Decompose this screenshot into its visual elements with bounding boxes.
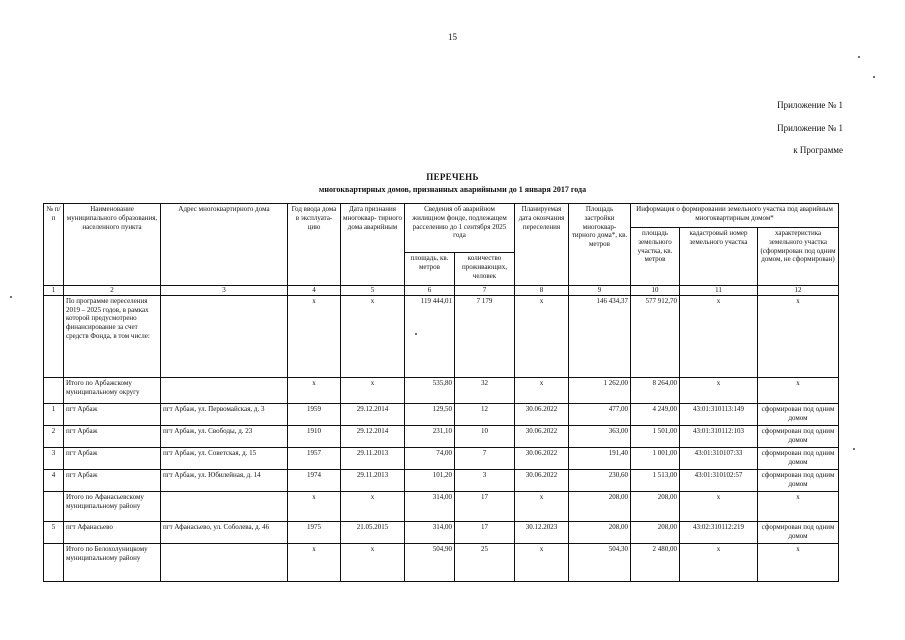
column-number: 11 [680, 286, 758, 296]
address-cell [161, 543, 288, 581]
municipality-cell: пгт Афанасьево [64, 521, 161, 543]
date-emergency-cell: 21.05.2015 [341, 521, 405, 543]
planned-end-cell: 30.06.2022 [515, 469, 569, 491]
header-land-area: площадь земельного участка, кв. метров [631, 228, 680, 286]
municipality-cell: Итого по Афанасьевскому муниципальному району [64, 491, 161, 521]
residents-cell: 7 179 [455, 295, 515, 377]
land-characteristic-cell: x [758, 543, 839, 581]
land-area-cell: 1 501,00 [631, 425, 680, 447]
area-cell: 314,00 [405, 521, 455, 543]
header-num: № п/п [44, 204, 64, 286]
header-year-built: Год ввода дома в эксплуата- цию [288, 204, 341, 286]
table-row [44, 521, 839, 543]
address-cell: пгт Арбаж, ул. Юбилейная, д. 14 [161, 469, 288, 491]
land-characteristic-cell: x [758, 377, 839, 403]
header-housing-info: Сведения об аварийном жилищном фонде, подлежащем расселению до 1 сентября 2025 года [405, 204, 515, 253]
year-built-cell: x [288, 295, 341, 377]
document-title: ПЕРЕЧЕНЬ [426, 172, 479, 182]
column-number: 7 [455, 286, 515, 296]
table-row [44, 469, 839, 491]
table-row [44, 447, 839, 469]
column-number: 6 [405, 286, 455, 296]
residents-cell: 25 [455, 543, 515, 581]
area-cell: 74,00 [405, 447, 455, 469]
land-area-cell: 577 912,70 [631, 295, 680, 377]
land-area-cell: 8 264,00 [631, 377, 680, 403]
year-built-cell: x [288, 491, 341, 521]
date-emergency-cell: x [341, 491, 405, 521]
planned-end-cell: x [515, 377, 569, 403]
planned-end-cell: 30.12.2023 [515, 521, 569, 543]
area-cell: 231,10 [405, 425, 455, 447]
table-row [44, 295, 839, 377]
residents-cell: 32 [455, 377, 515, 403]
land-characteristic-cell: сформирован под одним домом [758, 425, 839, 447]
residents-cell: 12 [455, 403, 515, 425]
date-emergency-cell: 29.11.2013 [341, 469, 405, 491]
land-area-cell: 208,00 [631, 491, 680, 521]
land-characteristic-cell: сформирован под одним домом [758, 447, 839, 469]
building-area-cell: 191,40 [569, 447, 631, 469]
row-number-cell: 1 [44, 403, 64, 425]
land-area-cell: 208,00 [631, 521, 680, 543]
table-row [44, 491, 839, 521]
row-number-cell: 2 [44, 425, 64, 447]
year-built-cell: x [288, 377, 341, 403]
address-cell [161, 491, 288, 521]
column-number: 3 [161, 286, 288, 296]
column-number-row [44, 286, 839, 296]
column-number: 5 [341, 286, 405, 296]
building-area-cell: 504,30 [569, 543, 631, 581]
address-cell [161, 295, 288, 377]
planned-end-cell: 30.06.2022 [515, 447, 569, 469]
header-land-characteristic: характеристика земельного участка (сформирован под одним домом, не сформирован) [758, 228, 839, 286]
header-municipality: Наименование муниципального образования, населенного пункта [64, 204, 161, 286]
scan-speck [10, 296, 12, 298]
address-cell: пгт Афанасьево, ул. Соболева, д. 46 [161, 521, 288, 543]
address-cell: пгт Арбаж, ул. Советская, д. 15 [161, 447, 288, 469]
table-row [44, 543, 839, 581]
date-emergency-cell: x [341, 295, 405, 377]
cadastral-cell: x [680, 295, 758, 377]
scan-speck [858, 56, 860, 58]
header-address: Адрес многоквартирного дома [161, 204, 288, 286]
appendix-program-label: к Программе [793, 145, 843, 155]
residents-cell: 3 [455, 469, 515, 491]
municipality-cell: пгт Арбаж [64, 425, 161, 447]
area-cell: 119 444,01 [405, 295, 455, 377]
document-title-block [0, 172, 905, 194]
land-characteristic-cell: сформирован под одним домом [758, 521, 839, 543]
building-area-cell: 1 262,00 [569, 377, 631, 403]
date-emergency-cell: x [341, 377, 405, 403]
area-cell: 129,50 [405, 403, 455, 425]
cadastral-cell: x [680, 491, 758, 521]
table-row [44, 425, 839, 447]
building-area-cell: 208,00 [569, 521, 631, 543]
land-characteristic-cell: x [758, 295, 839, 377]
header-area: площадь, кв. метров [405, 253, 455, 286]
area-cell: 504,90 [405, 543, 455, 581]
column-number: 4 [288, 286, 341, 296]
year-built-cell: 1910 [288, 425, 341, 447]
header-cadastral: кадастровый номер земельного участка [680, 228, 758, 286]
land-characteristic-cell: сформирован под одним домом [758, 403, 839, 425]
header-building-area: Площадь застройки многоквар- тирного дома*, кв. метров [569, 204, 631, 286]
year-built-cell: 1974 [288, 469, 341, 491]
table-row [44, 403, 839, 425]
cadastral-cell: 43:01:310112:103 [680, 425, 758, 447]
address-cell [161, 377, 288, 403]
appendix-label-1: Приложение № 1 [777, 100, 843, 110]
column-number: 12 [758, 286, 839, 296]
land-characteristic-cell: сформирован под одним домом [758, 469, 839, 491]
row-number-cell: 4 [44, 469, 64, 491]
area-cell: 101,20 [405, 469, 455, 491]
municipality-cell: пгт Арбаж [64, 447, 161, 469]
building-area-cell: 363,00 [569, 425, 631, 447]
date-emergency-cell: 29.12.2014 [341, 425, 405, 447]
page-number: 15 [448, 32, 457, 42]
building-area-cell: 230,60 [569, 469, 631, 491]
table-row [44, 377, 839, 403]
column-number: 10 [631, 286, 680, 296]
land-characteristic-cell: x [758, 491, 839, 521]
planned-end-cell: x [515, 491, 569, 521]
planned-end-cell: x [515, 543, 569, 581]
scan-speck [853, 448, 855, 450]
scan-speck [873, 76, 875, 78]
building-area-cell: 146 434,37 [569, 295, 631, 377]
year-built-cell: 1959 [288, 403, 341, 425]
row-number-cell [44, 543, 64, 581]
appendix-label-2: Приложение № 1 [777, 123, 843, 133]
header-planned-end: Планируемая дата окончания переселения [515, 204, 569, 286]
scan-speck [415, 333, 417, 335]
year-built-cell: x [288, 543, 341, 581]
planned-end-cell: 30.06.2022 [515, 425, 569, 447]
area-cell: 535,80 [405, 377, 455, 403]
address-cell: пгт Арбаж, ул. Свободы, д. 23 [161, 425, 288, 447]
date-emergency-cell: 29.12.2014 [341, 403, 405, 425]
municipality-cell: Итого по Белохолуницкому муниципальному району [64, 543, 161, 581]
row-number-cell [44, 491, 64, 521]
document-subtitle: многоквартирных домов, признанных аварийными до 1 января 2017 года [318, 185, 587, 194]
municipality-cell: По программе переселения 2019 – 2025 годов, в рамках которой предусмотрено финансирование за счет средств Фонда, в том числе: [64, 295, 161, 377]
column-number: 2 [64, 286, 161, 296]
building-area-cell: 208,00 [569, 491, 631, 521]
land-area-cell: 4 249,00 [631, 403, 680, 425]
land-area-cell: 2 480,00 [631, 543, 680, 581]
row-number-cell: 5 [44, 521, 64, 543]
planned-end-cell: x [515, 295, 569, 377]
residents-cell: 17 [455, 521, 515, 543]
year-built-cell: 1975 [288, 521, 341, 543]
column-number: 1 [44, 286, 64, 296]
emergency-housing-table [43, 203, 839, 582]
cadastral-cell: 43:01:310102:57 [680, 469, 758, 491]
municipality-cell: пгт Арбаж [64, 469, 161, 491]
building-area-cell: 477,00 [569, 403, 631, 425]
municipality-cell: пгт Арбаж [64, 403, 161, 425]
header-residents: количество проживающих, человек [455, 253, 515, 286]
address-cell: пгт Арбаж, ул. Первомайская, д. 3 [161, 403, 288, 425]
row-number-cell [44, 295, 64, 377]
planned-end-cell: 30.06.2022 [515, 403, 569, 425]
cadastral-cell: 43:01:310113:149 [680, 403, 758, 425]
cadastral-cell: x [680, 543, 758, 581]
land-area-cell: 1 513,00 [631, 469, 680, 491]
cadastral-cell: x [680, 377, 758, 403]
residents-cell: 17 [455, 491, 515, 521]
row-number-cell [44, 377, 64, 403]
year-built-cell: 1957 [288, 447, 341, 469]
area-cell: 314,00 [405, 491, 455, 521]
cadastral-cell: 43:02:310112:219 [680, 521, 758, 543]
residents-cell: 10 [455, 425, 515, 447]
column-number: 8 [515, 286, 569, 296]
cadastral-cell: 43:01:310107:33 [680, 447, 758, 469]
date-emergency-cell: x [341, 543, 405, 581]
land-area-cell: 1 001,00 [631, 447, 680, 469]
row-number-cell: 3 [44, 447, 64, 469]
residents-cell: 7 [455, 447, 515, 469]
date-emergency-cell: 29.11.2013 [341, 447, 405, 469]
municipality-cell: Итого по Арбажскому муниципальному округу [64, 377, 161, 403]
column-number: 9 [569, 286, 631, 296]
header-land-info: Информация о формировании земельного участка под аварийным многоквартирным домом* [631, 204, 839, 228]
header-date-emergency: Дата признания многоквар- тирного дома аварийным [341, 204, 405, 286]
